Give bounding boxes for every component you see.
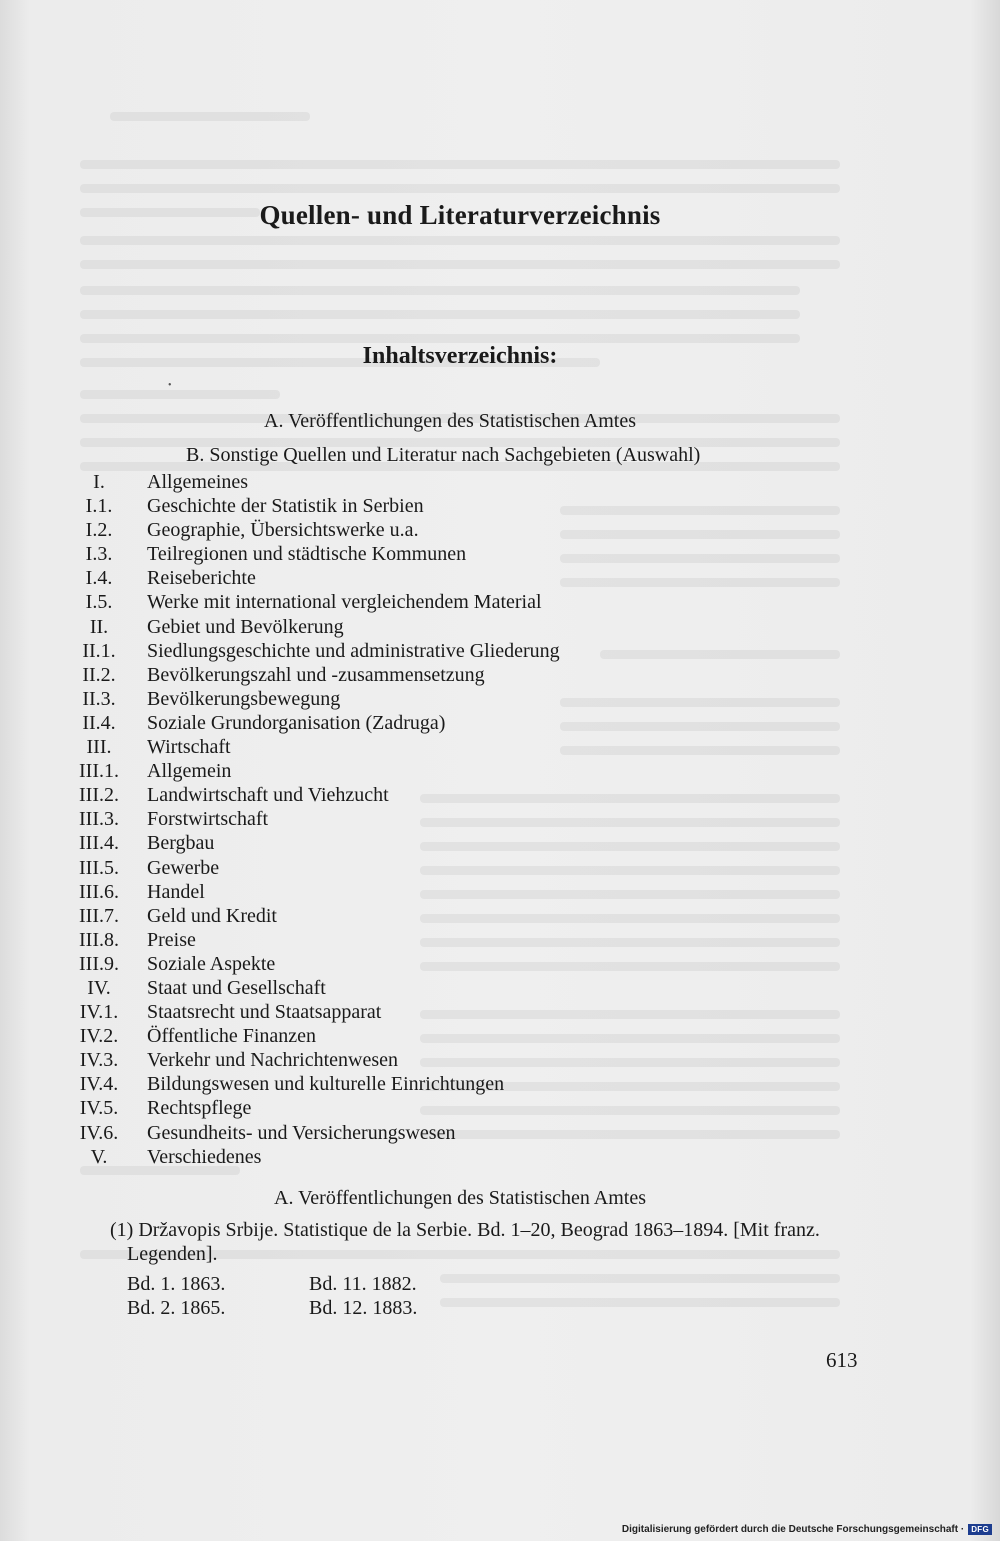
toc-item-label: Bildungswesen und kulturelle Einrichtungen bbox=[147, 1073, 505, 1096]
toc-item bbox=[60, 1048, 820, 1072]
toc-item bbox=[60, 639, 820, 663]
volume-left: Bd. 2. 1865. bbox=[127, 1297, 226, 1319]
toc-item-number: III.1. bbox=[79, 760, 119, 783]
toc-item-number: IV. bbox=[87, 976, 111, 999]
toc-item-number: V. bbox=[90, 1145, 108, 1168]
toc-item-label: Teilregionen und städtische Kommunen bbox=[147, 543, 467, 566]
toc-item-label: Bevölkerungsbewegung bbox=[147, 687, 341, 710]
toc-item bbox=[60, 542, 820, 566]
toc-item-label: Preise bbox=[147, 928, 196, 951]
toc-item-number: I.3. bbox=[85, 543, 113, 566]
toc-item-number: I. bbox=[93, 471, 105, 493]
toc-item-label: Handel bbox=[147, 880, 205, 903]
toc-list bbox=[60, 470, 820, 1169]
toc-item bbox=[60, 687, 820, 711]
page-title: Quellen- und Literaturverzeichnis bbox=[259, 200, 661, 230]
volume-left: Bd. 1. 1863. bbox=[127, 1273, 226, 1295]
volume-right: Bd. 11. 1882. bbox=[309, 1273, 417, 1295]
toc-item bbox=[60, 1000, 820, 1024]
toc-item bbox=[60, 566, 820, 590]
toc-item-label: Landwirtschaft und Viehzucht bbox=[147, 784, 389, 807]
toc-item-number: IV.2. bbox=[79, 1025, 119, 1048]
toc-item-label: Wirtschaft bbox=[147, 736, 231, 759]
toc-item bbox=[60, 518, 820, 542]
toc-item-number: II.3. bbox=[82, 687, 116, 710]
entry-line-1: (1) Državopis Srbije. Statistique de la Serbie. Bd. 1–20, Beograd 1863–1894. [Mit franz. bbox=[110, 1219, 820, 1241]
toc-item-label: Werke mit international vergleichendem Material bbox=[147, 591, 542, 614]
toc-item-number: I.5. bbox=[85, 591, 113, 614]
toc-item-label: Gebiet und Bevölkerung bbox=[147, 615, 344, 638]
section-a-heading: A. Veröffentlichungen des Statistischen Amtes bbox=[274, 1187, 646, 1209]
toc-item-number: III.4. bbox=[79, 832, 119, 855]
toc-item-number: III.6. bbox=[79, 880, 119, 903]
toc-item-label: Siedlungsgeschichte und administrative Gliederung bbox=[147, 639, 560, 662]
toc-item bbox=[60, 928, 820, 952]
toc-item-label: Gewerbe bbox=[147, 856, 220, 879]
toc-item bbox=[60, 783, 820, 807]
toc-item bbox=[60, 1096, 820, 1120]
toc-item-label: Bevölkerungszahl und -zusammensetzung bbox=[147, 663, 485, 686]
toc-item-number: III.5. bbox=[79, 856, 119, 879]
toc-item-number: IV.6. bbox=[79, 1121, 119, 1144]
toc-item bbox=[60, 952, 820, 976]
toc-item bbox=[60, 759, 820, 783]
toc-item-number: IV.5. bbox=[79, 1097, 119, 1120]
toc-item-label: Verkehr und Nachrichtenwesen bbox=[147, 1049, 399, 1072]
volume-row bbox=[127, 1296, 627, 1320]
toc-item bbox=[60, 1024, 820, 1048]
toc-item-number: II. bbox=[89, 615, 109, 638]
toc-item bbox=[60, 807, 820, 831]
toc-item bbox=[60, 831, 820, 855]
toc-item-label: Bergbau bbox=[147, 832, 215, 855]
footer-text: Digitalisierung gefördert durch die Deutsche Forschungsgemeinschaft · bbox=[621, 1524, 965, 1535]
toc-item-number: IV.4. bbox=[79, 1073, 119, 1096]
toc-item-number: I.1. bbox=[85, 495, 113, 518]
toc-item bbox=[60, 976, 820, 1000]
toc-item bbox=[60, 615, 820, 639]
toc-item-number: I.4. bbox=[85, 567, 113, 590]
toc-item-number: III.3. bbox=[79, 808, 119, 831]
toc-item bbox=[60, 904, 820, 928]
footer-credit bbox=[622, 1524, 992, 1535]
toc-item bbox=[60, 1145, 820, 1169]
toc-item-label: Gesundheits- und Versicherungswesen bbox=[147, 1121, 456, 1144]
toc-item-number: II.1. bbox=[82, 639, 116, 662]
toc-item bbox=[60, 663, 820, 687]
toc-item-number: IV.1. bbox=[79, 1001, 119, 1024]
toc-item-number: II.2. bbox=[82, 663, 116, 686]
toc-item-label: Rechtspflege bbox=[147, 1097, 252, 1120]
toc-item-number: II.4. bbox=[82, 711, 116, 734]
toc-item-label: Forstwirtschaft bbox=[147, 808, 269, 831]
ink-dot: • bbox=[168, 380, 172, 391]
toc-item-label: Öffentliche Finanzen bbox=[147, 1025, 317, 1048]
toc-item-label: Soziale Aspekte bbox=[147, 952, 276, 975]
toc-item bbox=[60, 856, 820, 880]
volume-list bbox=[127, 1272, 627, 1320]
dfg-logo: DFG bbox=[968, 1524, 992, 1535]
toc-item-number: IV.3. bbox=[79, 1049, 119, 1072]
toc-item-label: Soziale Grundorganisation (Zadruga) bbox=[147, 711, 446, 734]
toc-section-a: A. Veröffentlichungen des Statistischen Amtes bbox=[264, 410, 636, 432]
toc-item-label: Geschichte der Statistik in Serbien bbox=[147, 495, 424, 518]
toc-item-label: Verschiedenes bbox=[147, 1145, 262, 1168]
volume-right: Bd. 12. 1883. bbox=[309, 1297, 418, 1319]
bibliography-entry bbox=[110, 1218, 870, 1266]
toc-item bbox=[60, 735, 820, 759]
toc-item-number: I.2. bbox=[85, 519, 113, 542]
toc-item-label: Geographie, Übersichtswerke u.a. bbox=[147, 519, 419, 542]
entry-line-2: Legenden]. bbox=[127, 1243, 218, 1265]
toc-item-label: Geld und Kredit bbox=[147, 904, 277, 927]
toc-item-label: Allgemein bbox=[147, 760, 232, 783]
toc-item bbox=[60, 1072, 820, 1096]
toc-item bbox=[60, 590, 820, 614]
toc-item-number: III. bbox=[86, 736, 112, 759]
toc-item-number: III.7. bbox=[79, 904, 119, 927]
toc-item-label: Allgemeines bbox=[147, 471, 249, 493]
page-number: 613 bbox=[826, 1348, 858, 1372]
toc-item-label: Reiseberichte bbox=[147, 567, 256, 590]
toc-item-number: III.2. bbox=[79, 784, 119, 807]
toc-item bbox=[60, 494, 820, 518]
toc-item-label: Staat und Gesellschaft bbox=[147, 976, 326, 999]
toc-item bbox=[60, 711, 820, 735]
toc-item-number: III.9. bbox=[79, 952, 119, 975]
toc-item bbox=[60, 470, 820, 494]
toc-section-b: B. Sonstige Quellen und Literatur nach Sachgebieten (Auswahl) bbox=[186, 444, 701, 466]
toc-item-number: III.8. bbox=[79, 928, 119, 951]
toc-item-label: Staatsrecht und Staatsapparat bbox=[147, 1001, 382, 1024]
toc-item bbox=[60, 1121, 820, 1145]
volume-row bbox=[127, 1272, 627, 1296]
toc-item bbox=[60, 880, 820, 904]
toc-heading: Inhaltsverzeichnis: bbox=[362, 343, 558, 369]
